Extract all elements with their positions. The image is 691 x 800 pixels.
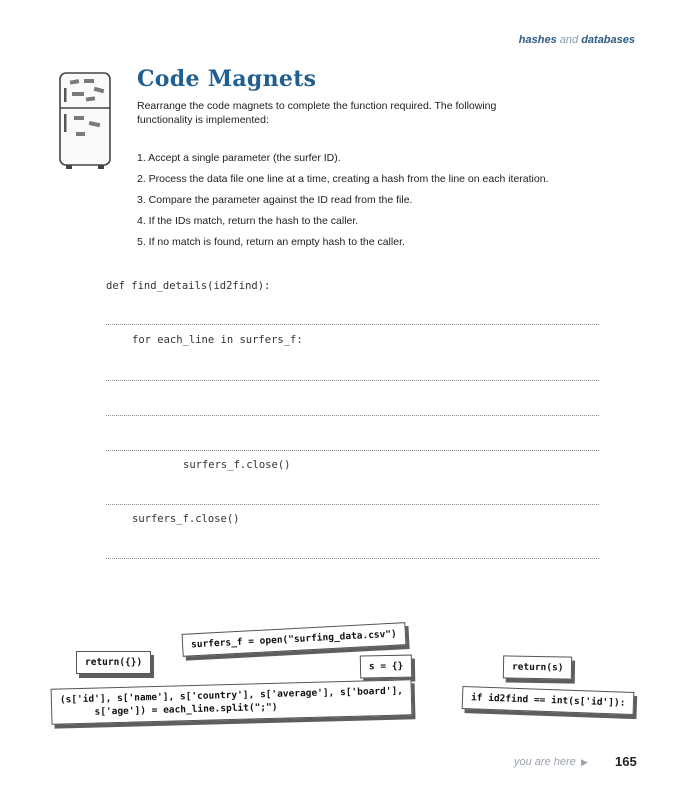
code-close-outer: surfers_f.close() (132, 513, 240, 525)
magnet-split-line[interactable]: (s['id'], s['name'], s['country'], s['average'], s['board'], s['age']) = each_line.split(";") (51, 679, 413, 724)
blank-line-1 (106, 324, 599, 325)
list-item: 5. If no match is found, return an empty hash to the caller. (137, 236, 405, 248)
magnet-return-empty[interactable]: return({}) (76, 651, 151, 674)
footer-you-are-here: you are here (514, 756, 576, 768)
play-arrow-icon: ▶ (581, 757, 588, 767)
code-close-inner: surfers_f.close() (183, 459, 291, 471)
blank-line-4 (106, 450, 599, 451)
blank-line-2 (106, 380, 599, 381)
magnet-return-s[interactable]: return(s) (503, 655, 573, 679)
fridge-icon (56, 70, 116, 170)
requirement-list (137, 151, 549, 256)
blank-line-6 (106, 558, 599, 559)
list-item: 4. If the IDs match, return the hash to the caller. (137, 215, 359, 227)
page-number: 165 (615, 754, 637, 769)
list-item: 2. Process the data file one line at a time, creating a hash from the line on each iteration. (137, 173, 549, 185)
intro-text: Rearrange the code magnets to complete the function required. The following functionality is implemented: (137, 100, 497, 126)
magnet-open-file[interactable]: surfers_f = open("surfing_data.csv") (182, 622, 407, 657)
code-for-line: for each_line in surfers_f: (132, 334, 303, 346)
blank-line-5 (106, 504, 599, 505)
list-item: 3. Compare the parameter against the ID read from the file. (137, 194, 413, 206)
header-word-and: and (559, 34, 579, 46)
code-def-line: def find_details(id2find): (106, 280, 271, 292)
list-item: 1. Accept a single parameter (the surfer ID). (137, 152, 341, 164)
magnet-if-match[interactable]: if id2find == int(s['id']): (462, 686, 635, 715)
header-word-databases: databases (581, 34, 635, 46)
page-title: Code Magnets (137, 66, 317, 92)
header-word-hashes: hashes (518, 34, 557, 46)
running-header (519, 34, 635, 46)
blank-line-3 (106, 415, 599, 416)
magnet-s-empty[interactable]: s = {} (360, 655, 413, 679)
